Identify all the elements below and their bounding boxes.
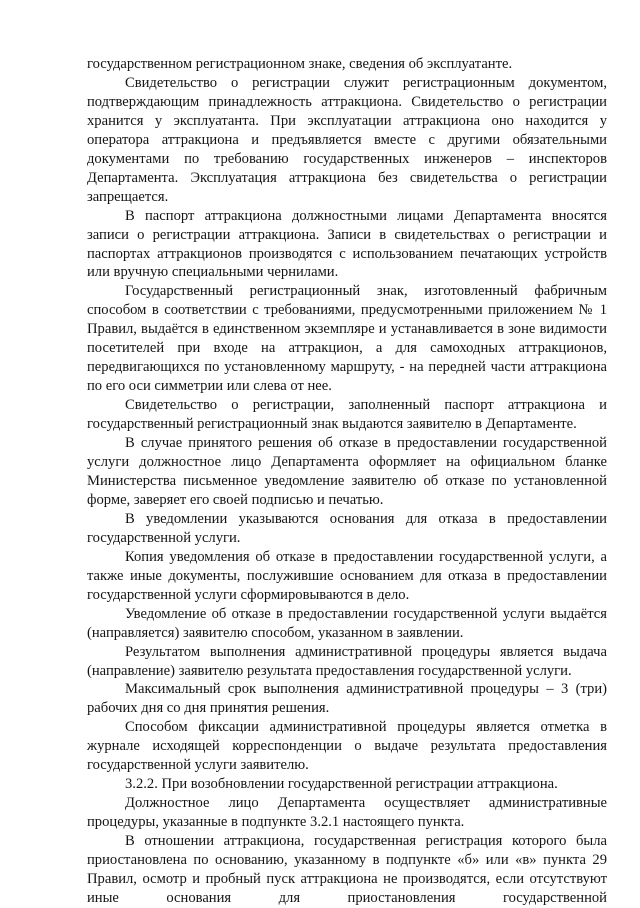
paragraph-refusal-copy: Копия уведомления об отказе в предоставлении государственной услуги, а также иные документы, послужившие основанием для отказа в предоставлении государственной услуги сформировываются в дело. bbox=[87, 548, 607, 603]
paragraph-passport-records: В паспорт аттракциона должностными лицами Департамента вносятся записи о регистрации аттракциона. Записи в свидетельствах о регистрации и паспортах аттракционов производятся с использованием печатающих устройств или вручную специальными чернилами. bbox=[87, 207, 607, 281]
document-body bbox=[87, 55, 607, 908]
paragraph-issuance: Свидетельство о регистрации, заполненный паспорт аттракциона и государственный регистрационный знак выдаются заявителю в Департаменте. bbox=[87, 397, 607, 433]
paragraph-official-procedures: Должностное лицо Департамента осуществляет административные процедуры, указанные в подпункте 3.2.1 настоящего пункта. bbox=[87, 795, 607, 831]
paragraph-refusal-notice: В случае принятого решения об отказе в предоставлении государственной услуги должностное лицо Департамента оформляет на официальном бланке Министерства письменное уведомление заявителю об отказе по установленной форме, заверяет его своей подписью и печатью. bbox=[87, 435, 607, 508]
paragraph-refusal-grounds: В уведомлении указываются основания для отказа в предоставлении государственной услуги. bbox=[87, 510, 607, 546]
paragraph-procedure-result: Результатом выполнения административной процедуры является выдача (направление) заявителю результата предоставления государственной услуги. bbox=[87, 643, 607, 679]
paragraph-max-duration: Максимальный срок выполнения административной процедуры – 3 (три) рабочих дня со дня принятия решения. bbox=[87, 681, 607, 717]
paragraph-registration-certificate: Свидетельство о регистрации служит регистрационным документом, подтверждающим принадлежность аттракциона. Свидетельство о регистрации хранится у эксплуатанта. При эксплуатации аттракциона оно находится у оператора аттракциона и предъявляется вместе с другими обязательными документами по требованию государственных инженеров – инспекторов Департамента. Эксплуатация аттракциона без свидетельства о регистрации запрещается. bbox=[87, 74, 607, 205]
paragraph-refusal-delivery: Уведомление об отказе в предоставлении государственной услуги выдаётся (направляется) заявителю способом, указанном в заявлении. bbox=[87, 605, 607, 641]
paragraph-operator-info-end: государственном регистрационном знаке, сведения об эксплуатанте. bbox=[87, 56, 513, 72]
paragraph-recording-method: Способом фиксации административной процедуры является отметка в журнале исходящей корреспонденции о выдаче результата предоставления государственной услуги заявителю. bbox=[87, 719, 607, 774]
paragraph-registration-sign: Государственный регистрационный знак, изготовленный фабричным способом в соответствии с требованиями, предусмотренными приложением № 1 Правил, выдаётся в единственном экземпляре и устанавливается в зоне видимости посетителей при входе на аттракцион, а для самоходных аттракционов, передвигающихся по установленному маршруту, - на передней части аттракциона по его оси симметрии или слева от нее. bbox=[87, 283, 607, 395]
paragraph-suspended-registration: В отношении аттракциона, государственная регистрация которого была приостановлена по основанию, указанному в подпункте «б» или «в» пункта 29 Правил, осмотр и пробный пуск аттракциона не производятся, если отсутствуют иные основания для приостановления государственной bbox=[87, 833, 607, 906]
section-heading-3-2-2: 3.2.2. При возобновлении государственной регистрации аттракциона. bbox=[125, 776, 558, 793]
